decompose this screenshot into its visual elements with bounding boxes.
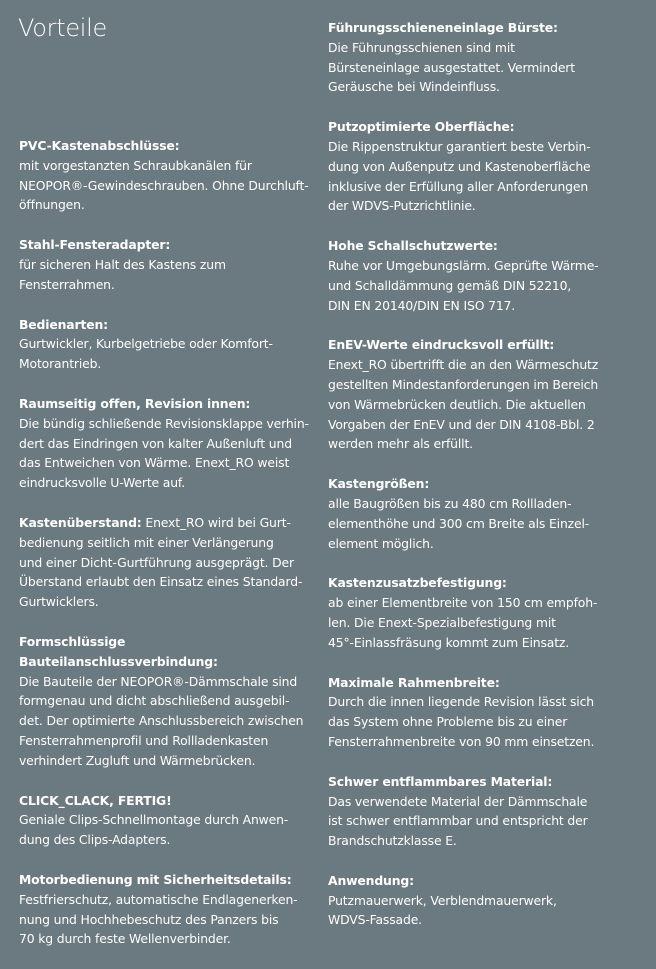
feature-heading: Kastenüberstand:	[19, 514, 142, 530]
feature-text-line: Die Bauteile der NEOPOR®-Dämmschale sind	[19, 673, 298, 689]
feature-text-line: von Wärmebrücken deutlich. Die aktuellen	[328, 396, 586, 412]
feature-text-line: inklusive der Erfüllung aller Anforderungen	[328, 178, 589, 194]
feature-text-line: eindrucksvolle U-Werte auf.	[19, 475, 186, 491]
feature-heading: Putzoptimierte Oberfläche:	[328, 119, 515, 135]
feature-enev-werte-eindrucksvoll-erfuellt	[328, 335, 628, 454]
feature-text-line: elementhöhe und 300 cm Breite als Einzel-	[328, 515, 590, 531]
feature-text-line: Putzmauerwerk, Verblendmauerwerk,	[328, 892, 557, 908]
feature-text-line: ist schwer entflammbar und entspricht der	[328, 813, 588, 829]
feature-text-line: Fensterrahmen.	[19, 276, 115, 292]
feature-text-line: Fensterrahmenbreite von 90 mm einsetzen.	[328, 733, 595, 749]
feature-heading: Hohe Schallschutzwerte:	[328, 238, 498, 254]
feature-text-line: Durch die innen liegende Revision lässt sich	[328, 694, 594, 710]
feature-text-line: alle Baugrößen bis zu 480 cm Rollladen-	[328, 495, 572, 511]
feature-text-line: bedienung seitlich mit einer Verlängerung	[19, 534, 274, 550]
feature-heading: EnEV-Werte eindrucksvoll erfüllt:	[328, 337, 555, 353]
feature-text-line: öffnungen.	[19, 197, 85, 213]
feature-text-line: Bürsteneinlage ausgestattet. Vermindert	[328, 59, 575, 75]
left-column	[19, 136, 319, 969]
feature-heading: Maximale Rahmenbreite:	[328, 674, 500, 690]
feature-text-line: Geräusche bei Windeinfluss.	[328, 79, 500, 95]
feature-text-line: element möglich.	[328, 535, 434, 551]
feature-text-line: WDVS-Fassade.	[328, 912, 422, 928]
feature-inline-text: Enext_RO wird bei Gurt-	[141, 514, 291, 530]
feature-text-line: gestellten Mindestanforderungen im Bereich	[328, 376, 599, 392]
feature-text-line: formgenau und dicht abschließend ausgebil-	[19, 693, 290, 709]
feature-text-line: Brandschutzklasse E.	[328, 833, 457, 849]
feature-heading: Stahl-Fensteradapter:	[19, 237, 171, 253]
feature-text-line: Festfrierschutz, automatische Endlagenerken-	[19, 891, 298, 907]
feature-click-clack-fertig	[19, 791, 319, 850]
feature-heading: Raumseitig offen, Revision innen:	[19, 395, 251, 411]
feature-text-line: 70 kg durch feste Wellenverbinder.	[19, 931, 231, 947]
feature-text-line: der WDVS-Putzrichtlinie.	[328, 198, 476, 214]
feature-anwendung	[328, 871, 628, 930]
feature-text-line: dung des Clips-Adapters.	[19, 832, 171, 848]
page-title: Vorteile	[18, 14, 107, 42]
feature-fuehrungsschieneneinlage-buerste	[328, 18, 628, 97]
feature-text-line: werden mehr als erfüllt.	[328, 436, 473, 452]
feature-text-line: Gurtwickler, Kurbelgetriebe oder Komfort-	[19, 336, 273, 352]
feature-heading: Führungsschieneneinlage Bürste:	[328, 20, 558, 35]
feature-putzoptimierte-oberflaeche	[328, 117, 628, 216]
feature-heading: CLICK_CLACK, FERTIG!	[19, 792, 172, 808]
feature-heading: Schwer entflammbares Material:	[328, 773, 553, 789]
feature-text-line: Das verwendete Material der Dämmschale	[328, 793, 588, 809]
feature-bedienarten	[19, 315, 319, 374]
feature-text-line: Fensterrahmenprofil und Rollladenkasten	[19, 732, 269, 748]
feature-text-line: und einer Dicht-Gurtführung ausgeprägt. Der	[19, 554, 294, 570]
feature-schwer-entflammbares-material	[328, 772, 628, 851]
feature-text-line: Geniale Clips-Schnellmontage durch Anwen-	[19, 812, 289, 828]
feature-text-line: len. Die Enext-Spezialbefestigung mit	[328, 614, 556, 630]
feature-text-line: ab einer Elementbreite von 150 cm empfoh-	[328, 595, 598, 611]
feature-text-line: das System ohne Probleme bis zu einer	[328, 714, 568, 730]
feature-text-line: Die Führungsschienen sind mit	[328, 39, 515, 55]
feature-text-line: dert das Eindringen von kalter Außenluft und	[19, 435, 292, 451]
feature-text-line: Gurtwicklers.	[19, 594, 99, 610]
feature-kastengroessen	[328, 474, 628, 553]
feature-text-line: Ruhe vor Umgebungslärm. Geprüfte Wärme-	[328, 257, 599, 273]
feature-text-line: NEOPOR®-Gewindeschrauben. Ohne Durchluft-	[19, 177, 309, 193]
feature-motorbedienung-mit-sicherheitsdetails	[19, 870, 319, 949]
feature-formschluessige-bauteilanschlussverbindung	[19, 632, 319, 771]
feature-hohe-schallschutzwerte	[328, 236, 628, 315]
feature-text-line: das Entweichen von Wärme. Enext_RO weist	[19, 455, 290, 471]
feature-text-line: Motorantrieb.	[19, 356, 102, 372]
feature-text-line: 45°-Einlassfräsung kommt zum Einsatz.	[328, 634, 570, 650]
feature-heading: Kastengrößen:	[328, 476, 430, 492]
feature-heading: PVC-Kastenabschlüsse:	[19, 138, 180, 153]
feature-kastenzusatzbefestigung	[328, 573, 628, 652]
right-column	[328, 18, 628, 950]
feature-heading: Kastenzusatzbefestigung:	[328, 575, 507, 591]
feature-text-line: Enext_RO übertrifft die an den Wärmeschutz	[328, 357, 599, 373]
feature-text-line: mit vorgestanzten Schraubkanälen für	[19, 157, 252, 173]
feature-text-line: det. Der optimierte Anschlussbereich zwischen	[19, 713, 304, 729]
feature-heading: Bedienarten:	[19, 316, 108, 332]
feature-heading: Motorbedienung mit Sicherheitsdetails:	[19, 871, 292, 887]
feature-text-line: Die bündig schließende Revisionsklappe verhin-	[19, 415, 309, 431]
feature-heading: Formschlüssige Bauteilanschlussverbindung:	[19, 633, 218, 669]
feature-text-line: und Schalldämmung gemäß DIN 52210,	[328, 277, 572, 293]
feature-text-line: Überstand erlaubt den Einsatz eines Standard-	[19, 574, 303, 590]
feature-text-line: DIN EN 20140/DIN EN ISO 717.	[328, 297, 516, 313]
feature-stahl-fensteradapter	[19, 235, 319, 294]
feature-raumseitig-offen-revision-innen	[19, 394, 319, 493]
feature-text-line: Vorgaben der EnEV und der DIN 4108-Bbl. 2	[328, 416, 595, 432]
feature-text-line: nung und Hochhebeschutz des Panzers bis	[19, 911, 279, 927]
feature-kastenueberstand	[19, 513, 319, 612]
feature-pvc-kastenabschluesse	[19, 136, 319, 215]
feature-text-line: Die Rippenstruktur garantiert beste Verbin-	[328, 138, 591, 154]
feature-maximale-rahmenbreite	[328, 673, 628, 752]
feature-heading: Anwendung:	[328, 872, 414, 888]
feature-text-line: für sicheren Halt des Kastens zum	[19, 256, 226, 272]
feature-text-line: verhindert Zugluft und Wärmebrücken.	[19, 752, 256, 768]
feature-text-line: dung von Außenputz und Kastenoberfläche	[328, 158, 591, 174]
